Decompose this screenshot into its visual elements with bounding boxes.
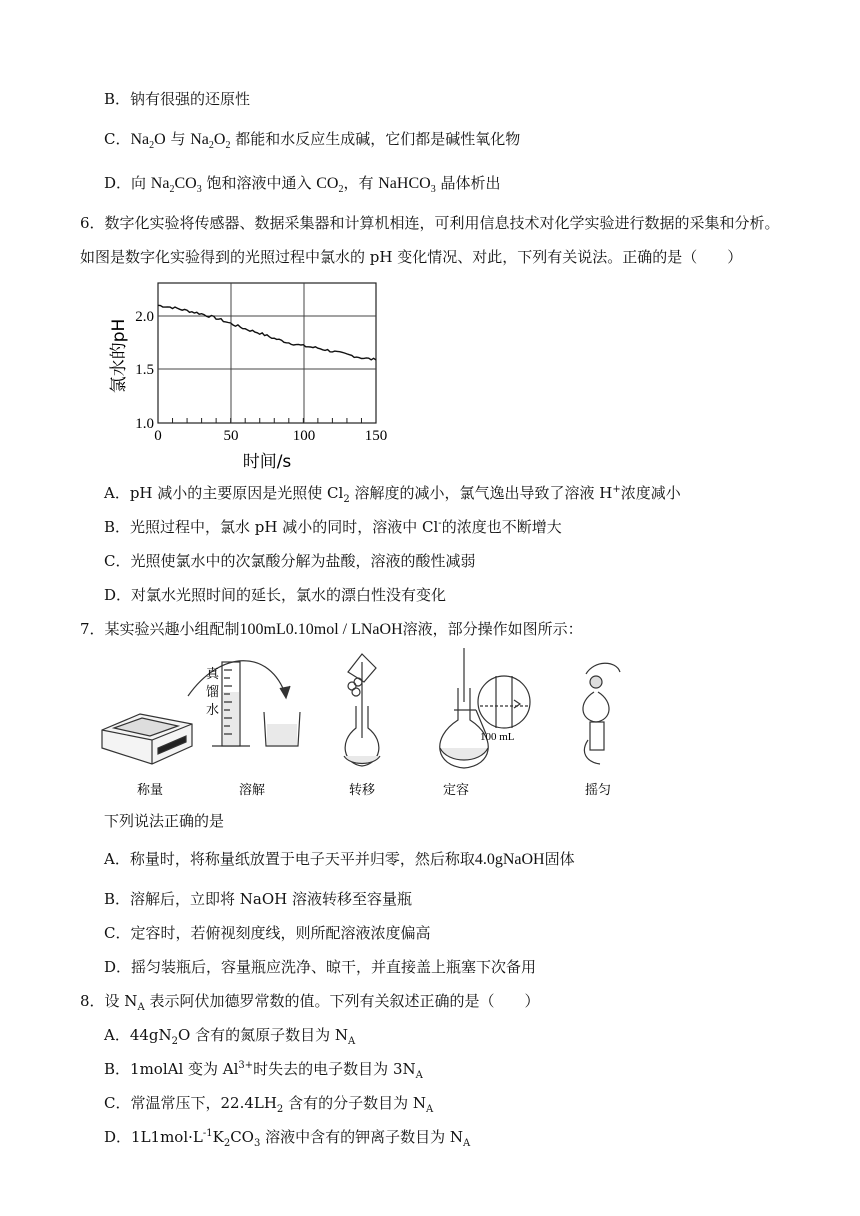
x-tick-150: 150 (364, 428, 388, 444)
q6-option-c: C．光照使氯水中的次氯酸分解为盐酸，溶液的酸性减弱 (104, 552, 476, 570)
beaker-illustration (264, 712, 300, 746)
q8-option-d: D．$1L1mol\cdot L^{-1}K_2CO_3$ 溶液中含有的钾离子数目为 $N_A$ (104, 1128, 471, 1149)
y-tick-2.0: 2.0 (135, 309, 154, 325)
q6-option-a: A．pH 减小的主要原因是光照使 $Cl_2$ 溶解度的减小，氯气逸出导致了溶液 H+浓度减小 (104, 484, 681, 505)
solution-prep-figure (100, 648, 640, 803)
x-tick-0: 0 (154, 428, 162, 444)
arrow-head (280, 686, 290, 698)
x-tick-100: 100 (292, 428, 316, 444)
q5-option-c: C．$Na_2O$ 与 $Na_2O_2$ 都能和水反应生成碱，它们都是碱性氧化物 (104, 130, 521, 152)
x-axis-label: 时间/s (242, 452, 292, 472)
q7-option-c: C．定容时，若俯视刻度线，则所配溶液浓度偏高 (104, 924, 431, 942)
balance-illustration (102, 714, 192, 764)
q7-option-a: A．称量时，将称量纸放置于电子天平并归零，然后称取4.0gNaOH固体 (104, 850, 575, 868)
q8-option-b: B．1molAl 变为 $Al^{3+}$时失去的电子数目为 $3N_A$ (104, 1060, 423, 1081)
q6-option-d: D．对氯水光照时间的延长，氯水的漂白性没有变化 (104, 586, 447, 604)
q6-stem-line2: 如图是数字化实验得到的光照过程中氯水的 pH 变化情况、对此，下列有关说法。正确的是（ ） (80, 248, 743, 266)
x-minor-ticks (173, 418, 362, 423)
y-tick-1.5: 1.5 (135, 362, 154, 378)
caption-volume: 定容 (442, 783, 470, 798)
caption-transfer: 转移 (348, 783, 376, 798)
y-axis-label: 氯水的pH (109, 318, 129, 394)
y-tick-1.0: 1.0 (135, 416, 154, 432)
q8-option-a: A．$44gN_2O$ 含有的氮原子数目为 $N_A$ (104, 1026, 356, 1047)
q7-sub-stem: 下列说法正确的是 (104, 812, 225, 830)
q7-option-d: D．摇匀装瓶后，容量瓶应洗净、晾干，并直接盖上瓶塞下次备用 (104, 958, 537, 976)
volume-mark-label: 100 mL (480, 731, 515, 743)
water-label-3: 水 (206, 703, 220, 718)
q5-option-b: B．钠有很强的还原性 (104, 90, 251, 108)
q7-option-b: B．溶解后，立即将 NaOH 溶液转移至容量瓶 (104, 890, 413, 908)
q5-option-d: D．向 $Na_2CO_3$ 饱和溶液中通入 $CO_2$，有 NaHCO$_3$ 晶体析出 (104, 174, 501, 196)
q7-stem: 7．某实验兴趣小组配制100mL0.10mol / LNaOH溶液，部分操作如图所示： (80, 620, 583, 638)
shaking-flask-illustration (583, 663, 620, 764)
x-tick-50: 50 (223, 428, 239, 444)
volumetric-flask-illustration (440, 648, 530, 768)
caption-dissolve: 溶解 (238, 783, 266, 798)
caption-shake: 摇匀 (584, 783, 612, 798)
transfer-flask-illustration (344, 654, 380, 766)
water-label-2: 馏 (206, 685, 220, 700)
q8-stem: 8．设 $N_A$ 表示阿伏加德罗常数的值。下列有关叙述正确的是（ ） (80, 992, 540, 1013)
q8-option-c: C．常温常压下，$22.4LH_2$ 含有的分子数目为 $N_A$ (104, 1094, 434, 1115)
q6-stem-line1: 6．数字化实验将传感器、数据采集器和计算机相连，可利用信息技术对化学实验进行数据的采集和分析。 (80, 214, 780, 232)
q6-option-b: B．光照过程中，氯水 pH 减小的同时，溶液中 Cl-的浓度也不断增大 (104, 518, 562, 536)
ph-series-line (158, 305, 376, 360)
ph-chart (100, 278, 400, 473)
water-label-1: 真 (206, 667, 220, 682)
caption-weigh: 称量 (136, 783, 164, 798)
